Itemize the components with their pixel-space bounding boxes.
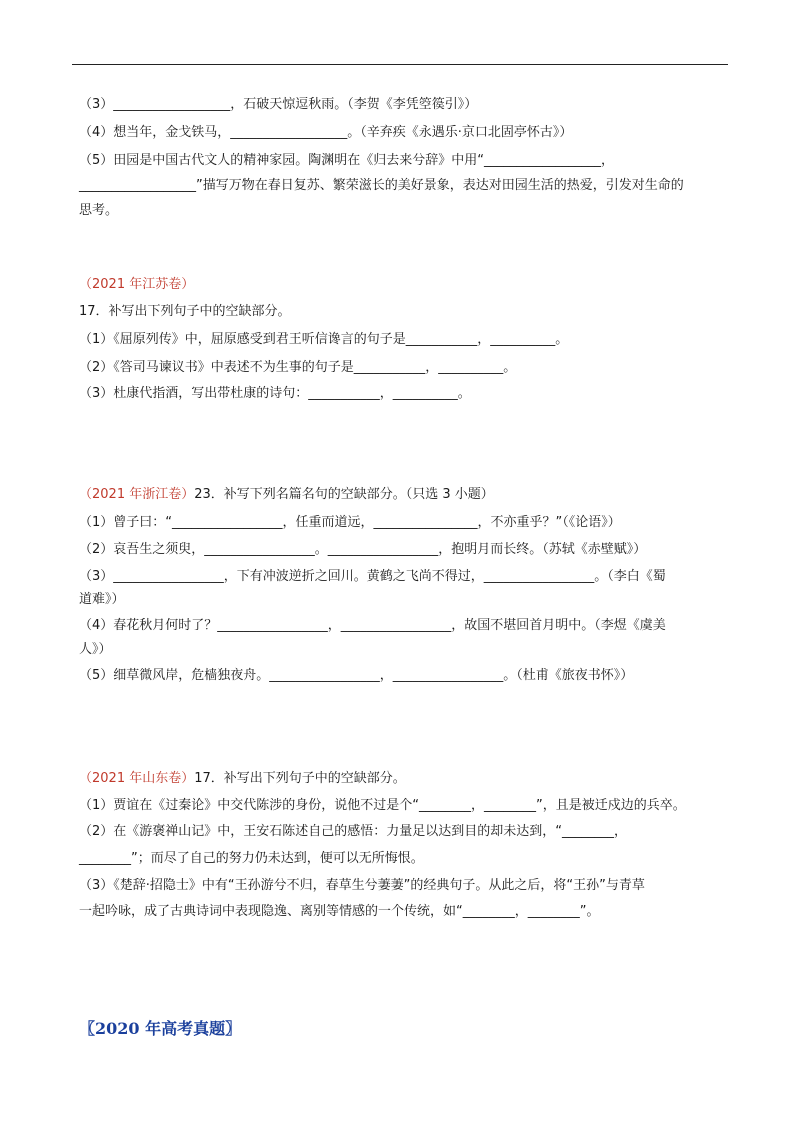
question-line: __________________”描写万物在春日复苏、繁荣滋长的美好景象，表达对田园生活的热爱，引发对生命的 [79,178,684,193]
question-line: （1）贾谊在《过秦论》中交代陈涉的身份，说他不过是个“________，________”，且是被迁戍边的兵卒。 [79,798,686,813]
question-title-row [79,770,406,788]
exam-source-label: （2021 年江苏卷） [79,277,195,292]
question-title: 17．补写出下列句子中的空缺部分。 [194,771,406,786]
question-line: 一起吟咏，成了古典诗词中表现隐逸、离别等情感的一个传统，如“________，________”。 [79,904,600,919]
question-line: ________”；而尽了自己的努力仍未达到，便可以无所悔恨。 [79,851,424,866]
question-line: （2）在《游褒禅山记》中，王安石陈述自己的感悟：力量足以达到目的却未达到，“________， [79,824,628,839]
question-line: （2）哀吾生之须臾，_________________。_________________，抱明月而长终。（苏轼《赤壁赋》） [79,542,647,557]
question-line: 思考。 [79,203,119,218]
question-line: （3）__________________，石破天惊逗秋雨。（李贺《李凭箜篌引》） [79,97,478,112]
exam-source-label: （2021 年浙江卷） [79,487,195,502]
question-line: （4）春花秋月何时了？_________________，_________________，故国不堪回首月明中。（李煜《虞美 [79,618,666,633]
section-heading-2020: 〖2020 年高考真题〗 [79,1019,242,1038]
question-line: （3）_________________，下有冲波逆折之回川。黄鹤之飞尚不得过，_________________。（李白《蜀 [79,569,666,584]
question-line: （1）曾子曰：“_________________，任重而道远，________________，不亦重乎？”（《论语》） [79,515,621,530]
header-rule [72,64,728,65]
question-line: （3）杜康代指酒，写出带杜康的诗句：___________，__________。 [79,386,471,401]
question-line: 道难》） [79,592,125,607]
question-line: （5）细草微风岸，危樯独夜舟。_________________，_________________。（杜甫《旅夜书怀》） [79,668,634,683]
question-title: 17．补写出下列句子中的空缺部分。 [79,304,291,319]
question-line: 人》） [79,642,112,657]
question-line: （5）田园是中国古代文人的精神家园。陶渊明在《归去来兮辞》中用“__________________， [79,153,615,168]
exam-source-label: （2021 年山东卷） [79,771,195,786]
question-line: （4）想当年，金戈铁马，__________________。（辛弃疾《永遇乐·京口北固亭怀古》） [79,125,573,140]
question-title-row [79,486,494,504]
question-line: （2）《答司马谏议书》中表述不为生事的句子是___________，__________。 [79,360,517,375]
question-line: （1）《屈原列传》中，屈原感受到君王听信谗言的句子是___________，__________。 [79,332,569,347]
question-title: 23．补写下列名篇名句的空缺部分。（只选 3 小题） [194,487,494,502]
question-line: （3）《楚辞·招隐士》中有“王孙游兮不归，春草生兮萋萋”的经典句子。从此之后，将“王孙”与青草 [79,878,645,893]
